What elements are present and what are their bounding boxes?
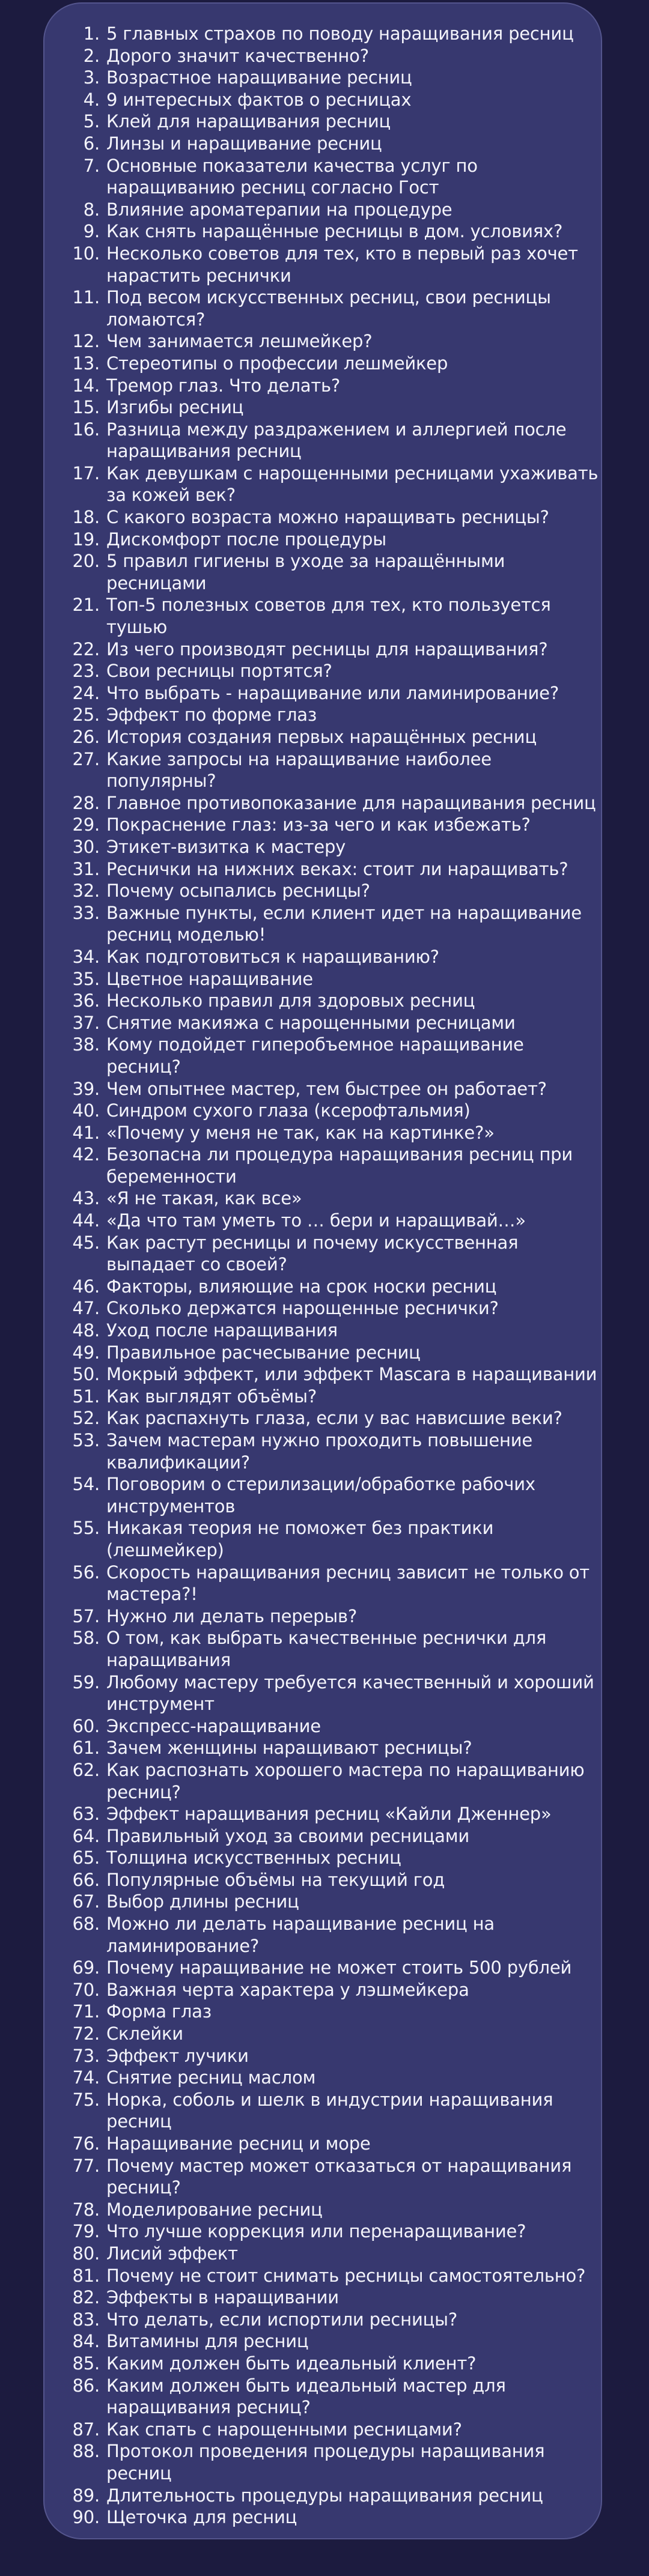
list-item bbox=[60, 968, 601, 990]
list-item-text: Почему не стоит снимать ресницы самостоятельно? bbox=[106, 2265, 586, 2286]
list-item-text: Как снять наращённые ресницы в дом. условиях? bbox=[106, 221, 563, 242]
list-item bbox=[60, 836, 601, 858]
list-item-number: 84. bbox=[72, 2331, 100, 2352]
list-item bbox=[60, 1429, 601, 1473]
list-item-text: Любому мастеру требуется качественный и хороший инструмент bbox=[106, 1671, 594, 1715]
list-item-number: 63. bbox=[72, 1804, 100, 1825]
list-item-text: Что лучше коррекция или перенаращивание? bbox=[106, 2221, 526, 2242]
list-item bbox=[60, 1407, 601, 1429]
list-item bbox=[60, 2155, 601, 2199]
list-item-text: «Да что там уметь то … бери и наращивай…» bbox=[106, 1210, 526, 1231]
list-item bbox=[60, 1825, 601, 1847]
list-item bbox=[60, 1144, 601, 1187]
list-item bbox=[60, 1979, 601, 2001]
list-item-number: 23. bbox=[72, 661, 100, 682]
list-item bbox=[60, 419, 601, 462]
list-item bbox=[60, 1869, 601, 1891]
list-item-number: 71. bbox=[72, 2001, 100, 2022]
list-item-text: Основные показатели качества услуг по наращиванию ресниц согласно Гост bbox=[106, 155, 478, 198]
list-item-number: 66. bbox=[72, 1869, 100, 1890]
list-item-number: 73. bbox=[72, 2045, 100, 2066]
list-item-text: Синдром сухого глаза (ксерофтальмия) bbox=[106, 1100, 471, 1121]
list-item-number: 44. bbox=[72, 1210, 100, 1231]
list-item-number: 62. bbox=[72, 1759, 100, 1780]
list-item bbox=[60, 1342, 601, 1364]
list-item-number: 34. bbox=[72, 946, 100, 967]
list-item-number: 2. bbox=[83, 45, 100, 66]
list-item bbox=[60, 858, 601, 880]
list-item-text: Популярные объёмы на текущий год bbox=[106, 1869, 445, 1890]
list-item-text: Почему наращивание не может стоить 500 рублей bbox=[106, 1957, 572, 1978]
list-item-number: 5. bbox=[83, 111, 100, 132]
list-item bbox=[60, 529, 601, 551]
list-item bbox=[60, 2265, 601, 2287]
list-item-text: Почему осыпались ресницы? bbox=[106, 880, 370, 902]
list-item-number: 8. bbox=[83, 199, 100, 220]
list-item-number: 40. bbox=[72, 1100, 100, 1121]
list-item-text: Снятие макияжа с нарощенными ресницами bbox=[106, 1012, 516, 1033]
list-item-number: 83. bbox=[72, 2309, 100, 2330]
list-item-text: Под весом искусственных ресниц, свои ресницы ломаются? bbox=[106, 287, 551, 330]
list-item bbox=[60, 946, 601, 968]
list-item-number: 53. bbox=[72, 1430, 100, 1450]
list-item-number: 60. bbox=[72, 1715, 100, 1736]
list-item bbox=[60, 2485, 601, 2507]
list-item bbox=[60, 2506, 601, 2529]
list-item-text: Изгибы ресниц bbox=[106, 397, 244, 418]
topics-list bbox=[60, 23, 601, 2529]
list-item bbox=[60, 89, 601, 111]
list-item bbox=[60, 880, 601, 902]
list-item-number: 1. bbox=[83, 23, 100, 44]
list-item-text: 9 интересных фактов о ресницах bbox=[106, 89, 412, 110]
list-item bbox=[60, 1847, 601, 1869]
list-item-number: 89. bbox=[72, 2485, 100, 2506]
list-item-text: Эффект по форме глаз bbox=[106, 705, 317, 726]
list-item bbox=[60, 45, 601, 67]
list-item bbox=[60, 462, 601, 506]
list-item bbox=[60, 2309, 601, 2331]
list-item-number: 13. bbox=[72, 353, 100, 374]
list-item-text: Несколько советов для тех, кто в первый раз хочет нарастить реснички bbox=[106, 243, 578, 286]
list-item-number: 37. bbox=[72, 1012, 100, 1033]
list-item-text: Скорость наращивания ресниц зависит не только от мастера?! bbox=[106, 1562, 590, 1605]
list-item bbox=[60, 67, 601, 89]
list-item-number: 36. bbox=[72, 990, 100, 1011]
list-item-number: 6. bbox=[83, 133, 100, 154]
list-item bbox=[60, 506, 601, 529]
list-item-number: 12. bbox=[72, 331, 100, 352]
list-item-number: 14. bbox=[72, 375, 100, 396]
list-item-number: 90. bbox=[72, 2507, 100, 2528]
list-item-text: Дискомфорт после процедуры bbox=[106, 529, 386, 550]
list-item-text: Как распахнуть глаза, если у вас нависшие веки? bbox=[106, 1408, 562, 1429]
list-item bbox=[60, 1473, 601, 1517]
list-item bbox=[60, 1320, 601, 1342]
list-item-text: Что выбрать - наращивание или ламинирование? bbox=[106, 682, 559, 703]
list-item-text: Выбор длины ресниц bbox=[106, 1891, 299, 1912]
list-item-text: Мокрый эффект, или эффект Mascara в наращивании bbox=[106, 1364, 597, 1385]
list-item-number: 25. bbox=[72, 705, 100, 726]
list-item bbox=[60, 1034, 601, 1077]
list-item bbox=[60, 286, 601, 330]
list-item bbox=[60, 1232, 601, 1276]
list-item-number: 29. bbox=[72, 814, 100, 835]
list-item-text: Важные пункты, если клиент идет на наращивание ресниц моделью! bbox=[106, 902, 582, 945]
list-item bbox=[60, 1012, 601, 1034]
list-item-number: 28. bbox=[72, 792, 100, 813]
list-item-text: Поговорим о стерилизации/обработке рабочих инструментов bbox=[106, 1474, 535, 1517]
list-item-text: Снятие ресниц маслом bbox=[106, 2067, 316, 2088]
list-item-text: Щеточка для ресниц bbox=[106, 2507, 297, 2528]
list-item bbox=[60, 2199, 601, 2221]
list-item-number: 32. bbox=[72, 880, 100, 902]
list-item-text: Правильный уход за своими ресницами bbox=[106, 1825, 470, 1846]
list-item bbox=[60, 1957, 601, 1979]
list-item bbox=[60, 814, 601, 836]
list-item-text: Возрастное наращивание ресниц bbox=[106, 67, 412, 88]
list-item-text: Покраснение глаз: из-за чего и как избежать? bbox=[106, 814, 531, 835]
list-item bbox=[60, 155, 601, 199]
list-item-number: 68. bbox=[72, 1914, 100, 1935]
list-item-number: 69. bbox=[72, 1957, 100, 1978]
list-item bbox=[60, 243, 601, 286]
list-item-number: 30. bbox=[72, 836, 100, 857]
list-item-number: 75. bbox=[72, 2089, 100, 2110]
list-item-text: Из чего производят ресницы для наращивания? bbox=[106, 638, 548, 659]
list-item-number: 22. bbox=[72, 638, 100, 659]
list-item bbox=[60, 2330, 601, 2353]
list-item-text: Реснички на нижних веках: стоит ли наращивать? bbox=[106, 858, 568, 879]
list-item-text: Свои ресницы портятся? bbox=[106, 661, 332, 682]
list-item-number: 67. bbox=[72, 1891, 100, 1912]
list-item-number: 59. bbox=[72, 1671, 100, 1693]
topics-card bbox=[43, 2, 602, 2539]
list-item bbox=[60, 2419, 601, 2441]
list-item-text: 5 главных страхов по поводу наращивания ресниц bbox=[106, 23, 574, 44]
list-item-number: 72. bbox=[72, 2023, 100, 2044]
list-item-text: Как девушкам с нарощенными ресницами ухаживать за кожей век? bbox=[106, 462, 599, 506]
list-item bbox=[60, 1297, 601, 1320]
list-item-number: 4. bbox=[83, 89, 100, 110]
list-item-text: Сколько держатся нарощенные реснички? bbox=[106, 1298, 499, 1319]
list-item bbox=[60, 1913, 601, 1957]
list-item-number: 41. bbox=[72, 1122, 100, 1143]
list-item-number: 79. bbox=[72, 2221, 100, 2242]
list-item-number: 20. bbox=[72, 551, 100, 572]
list-item bbox=[60, 1605, 601, 1628]
list-item-number: 70. bbox=[72, 1979, 100, 2000]
list-item-number: 55. bbox=[72, 1518, 100, 1539]
list-item-text: Кому подойдет гиперобъемное наращивание ресниц? bbox=[106, 1034, 524, 1077]
list-item-text: Как спать с нарощенными ресницами? bbox=[106, 2419, 462, 2440]
list-item-text: Клей для наращивания ресниц bbox=[106, 111, 391, 132]
list-item-number: 82. bbox=[72, 2287, 100, 2308]
list-item-number: 52. bbox=[72, 1408, 100, 1429]
list-item-number: 26. bbox=[72, 727, 100, 747]
list-item bbox=[60, 1517, 601, 1561]
list-item bbox=[60, 902, 601, 946]
list-item-text: Длительность процедуры наращивания ресниц bbox=[106, 2485, 543, 2506]
list-item bbox=[60, 990, 601, 1012]
list-item-text: Экспресс-наращивание bbox=[106, 1715, 321, 1736]
list-item-number: 58. bbox=[72, 1628, 100, 1649]
list-item-number: 16. bbox=[72, 419, 100, 440]
list-item bbox=[60, 1210, 601, 1232]
list-item bbox=[60, 2440, 601, 2484]
list-item-number: 42. bbox=[72, 1144, 100, 1165]
list-item-text: Норка, соболь и шелк в индустрии наращивания ресниц bbox=[106, 2089, 553, 2132]
list-item bbox=[60, 1715, 601, 1738]
list-item bbox=[60, 2001, 601, 2023]
list-item-text: Почему мастер может отказаться от наращивания ресниц? bbox=[106, 2155, 572, 2198]
list-item-number: 35. bbox=[72, 968, 100, 989]
list-item-text: Чем занимается лешмейкер? bbox=[106, 331, 373, 352]
list-item-text: Влияние ароматерапии на процедуре bbox=[106, 199, 452, 220]
list-item-number: 50. bbox=[72, 1364, 100, 1385]
list-item-text: Дорого значит качественно? bbox=[106, 45, 369, 66]
list-item-number: 45. bbox=[72, 1232, 100, 1253]
list-item-number: 11. bbox=[72, 287, 100, 308]
list-item-number: 57. bbox=[72, 1605, 100, 1626]
list-item bbox=[60, 1891, 601, 1913]
list-item-number: 78. bbox=[72, 2199, 100, 2220]
list-item-text: Каким должен быть идеальный клиент? bbox=[106, 2353, 477, 2374]
list-item-number: 65. bbox=[72, 1847, 100, 1868]
list-item bbox=[60, 23, 601, 45]
list-item-number: 49. bbox=[72, 1342, 100, 1363]
list-item bbox=[60, 594, 601, 638]
list-item-text: О том, как выбрать качественные реснички для наращивания bbox=[106, 1628, 547, 1670]
list-item bbox=[60, 1122, 601, 1144]
list-item bbox=[60, 2023, 601, 2045]
list-item-text: Можно ли делать наращивание ресниц на ламинирование? bbox=[106, 1914, 495, 1956]
list-item bbox=[60, 396, 601, 419]
list-item-number: 76. bbox=[72, 2133, 100, 2154]
list-item-text: Уход после наращивания bbox=[106, 1320, 338, 1341]
list-item bbox=[60, 1737, 601, 1759]
list-item-text: Что делать, если испортили ресницы? bbox=[106, 2309, 458, 2330]
list-item bbox=[60, 2220, 601, 2243]
list-item-number: 51. bbox=[72, 1386, 100, 1407]
list-item bbox=[60, 660, 601, 682]
list-item-number: 47. bbox=[72, 1298, 100, 1319]
list-item-number: 56. bbox=[72, 1562, 100, 1583]
list-item-text: «Почему у меня не так, как на картинке?» bbox=[106, 1122, 495, 1143]
list-item-text: Как растут ресницы и почему искусственная выпадает со своей? bbox=[106, 1232, 519, 1275]
list-item bbox=[60, 1803, 601, 1825]
list-item-number: 88. bbox=[72, 2441, 100, 2462]
list-item bbox=[60, 748, 601, 792]
list-item bbox=[60, 1627, 601, 1671]
list-item-text: Как подготовиться к наращиванию? bbox=[106, 946, 439, 967]
list-item-text: Нужно ли делать перерыв? bbox=[106, 1605, 358, 1626]
list-item bbox=[60, 330, 601, 353]
list-item-number: 19. bbox=[72, 529, 100, 550]
list-item-number: 85. bbox=[72, 2353, 100, 2374]
list-item-number: 64. bbox=[72, 1825, 100, 1846]
list-item-text: Витамины для ресниц bbox=[106, 2331, 309, 2352]
list-item-text: Каким должен быть идеальный мастер для наращивания ресниц? bbox=[106, 2375, 506, 2418]
list-item-number: 21. bbox=[72, 595, 100, 616]
list-item-text: Форма глаз bbox=[106, 2001, 212, 2022]
list-item bbox=[60, 199, 601, 221]
list-item bbox=[60, 792, 601, 814]
list-item bbox=[60, 1562, 601, 1605]
list-item-number: 3. bbox=[83, 67, 100, 88]
list-item bbox=[60, 704, 601, 726]
list-item-text: Безопасна ли процедура наращивания ресниц при беременности bbox=[106, 1144, 573, 1187]
list-item-text: Лисий эффект bbox=[106, 2243, 238, 2264]
list-item bbox=[60, 1363, 601, 1386]
list-item-number: 31. bbox=[72, 858, 100, 879]
list-item-text: Стереотипы о профессии лешмейкер bbox=[106, 353, 448, 374]
list-item-number: 77. bbox=[72, 2155, 100, 2176]
list-item-number: 33. bbox=[72, 902, 100, 923]
list-item-text: С какого возраста можно наращивать ресницы? bbox=[106, 507, 549, 528]
list-item bbox=[60, 133, 601, 155]
list-item-text: Факторы, влияющие на срок носки ресниц bbox=[106, 1276, 497, 1297]
list-item bbox=[60, 638, 601, 661]
list-item-number: 38. bbox=[72, 1034, 100, 1055]
list-item-number: 80. bbox=[72, 2243, 100, 2264]
list-item-text: Несколько правил для здоровых ресниц bbox=[106, 990, 475, 1011]
list-item-text: Этикет-визитка к мастеру bbox=[106, 836, 346, 857]
list-item bbox=[60, 1671, 601, 1715]
list-item bbox=[60, 2133, 601, 2155]
list-item-text: Разница между раздражением и аллергией после наращивания ресниц bbox=[106, 419, 567, 462]
list-item bbox=[60, 2353, 601, 2375]
list-item-number: 87. bbox=[72, 2419, 100, 2440]
list-item-text: Линзы и наращивание ресниц bbox=[106, 133, 382, 154]
list-item bbox=[60, 2089, 601, 2133]
list-item-number: 46. bbox=[72, 1276, 100, 1297]
list-item-text: Эффекты в наращивании bbox=[106, 2287, 339, 2308]
list-item-text: Наращивание ресниц и море bbox=[106, 2133, 371, 2154]
list-item-text: Зачем мастерам нужно проходить повышение квалификации? bbox=[106, 1430, 533, 1473]
list-item-text: Склейки bbox=[106, 2023, 183, 2044]
list-item-number: 18. bbox=[72, 507, 100, 528]
list-item-text: Эффект лучики bbox=[106, 2045, 249, 2066]
list-item-text: Топ-5 полезных советов для тех, кто пользуется тушью bbox=[106, 595, 551, 638]
list-item-text: 5 правил гигиены в уходе за наращёнными ресницами bbox=[106, 551, 505, 593]
list-item-text: Важная черта характера у лэшмейкера bbox=[106, 1979, 469, 2000]
list-item bbox=[60, 2287, 601, 2309]
list-item-number: 61. bbox=[72, 1738, 100, 1759]
list-item-number: 17. bbox=[72, 462, 100, 483]
list-item-number: 48. bbox=[72, 1320, 100, 1341]
list-item-number: 27. bbox=[72, 748, 100, 769]
list-item bbox=[60, 1078, 601, 1100]
list-item bbox=[60, 1386, 601, 1408]
list-item-number: 39. bbox=[72, 1078, 100, 1099]
list-item bbox=[60, 220, 601, 243]
list-item-text: Эффект наращивания ресниц «Кайли Дженнер» bbox=[106, 1804, 552, 1825]
list-item bbox=[60, 2045, 601, 2067]
list-item-number: 54. bbox=[72, 1474, 100, 1495]
list-item bbox=[60, 353, 601, 375]
list-item bbox=[60, 550, 601, 594]
list-item-text: Цветное наращивание bbox=[106, 968, 313, 989]
list-item-number: 43. bbox=[72, 1188, 100, 1209]
list-item-number: 10. bbox=[72, 243, 100, 264]
list-item-text: Никакая теория не поможет без практики (лешмейкер) bbox=[106, 1518, 494, 1560]
list-item-text: Тремор глаз. Что делать? bbox=[106, 375, 341, 396]
list-item-text: Чем опытнее мастер, тем быстрее он работает? bbox=[106, 1078, 547, 1099]
list-item-text: Зачем женщины наращивают ресницы? bbox=[106, 1738, 472, 1759]
list-item bbox=[60, 1187, 601, 1210]
list-item-text: Как распознать хорошего мастера по наращиванию ресниц? bbox=[106, 1759, 585, 1802]
list-item bbox=[60, 2067, 601, 2089]
list-item-number: 74. bbox=[72, 2067, 100, 2088]
list-item-number: 24. bbox=[72, 682, 100, 703]
list-item bbox=[60, 1759, 601, 1803]
list-item-text: «Я не такая, как все» bbox=[106, 1188, 302, 1209]
list-item-number: 86. bbox=[72, 2375, 100, 2396]
list-item bbox=[60, 682, 601, 705]
list-item-text: Моделирование ресниц bbox=[106, 2199, 323, 2220]
list-item-text: Правильное расчесывание ресниц bbox=[106, 1342, 421, 1363]
list-item bbox=[60, 1100, 601, 1122]
list-item bbox=[60, 2375, 601, 2419]
list-item-number: 7. bbox=[83, 155, 100, 176]
list-item bbox=[60, 375, 601, 397]
list-item bbox=[60, 111, 601, 133]
list-item-number: 9. bbox=[83, 221, 100, 242]
list-item bbox=[60, 726, 601, 748]
list-item-text: История создания первых наращённых ресниц bbox=[106, 727, 537, 747]
list-item-text: Главное противопоказание для наращивания ресниц bbox=[106, 792, 596, 813]
list-item-text: Толщина искусственных ресниц bbox=[106, 1847, 401, 1868]
list-item-text: Какие запросы на наращивание наиболее популярны? bbox=[106, 748, 492, 792]
list-item bbox=[60, 2243, 601, 2265]
list-item-number: 15. bbox=[72, 397, 100, 418]
list-item-text: Как выглядят объёмы? bbox=[106, 1386, 317, 1407]
list-item bbox=[60, 1276, 601, 1298]
list-item-text: Протокол проведения процедуры наращивания ресниц bbox=[106, 2441, 545, 2484]
list-item-number: 81. bbox=[72, 2265, 100, 2286]
